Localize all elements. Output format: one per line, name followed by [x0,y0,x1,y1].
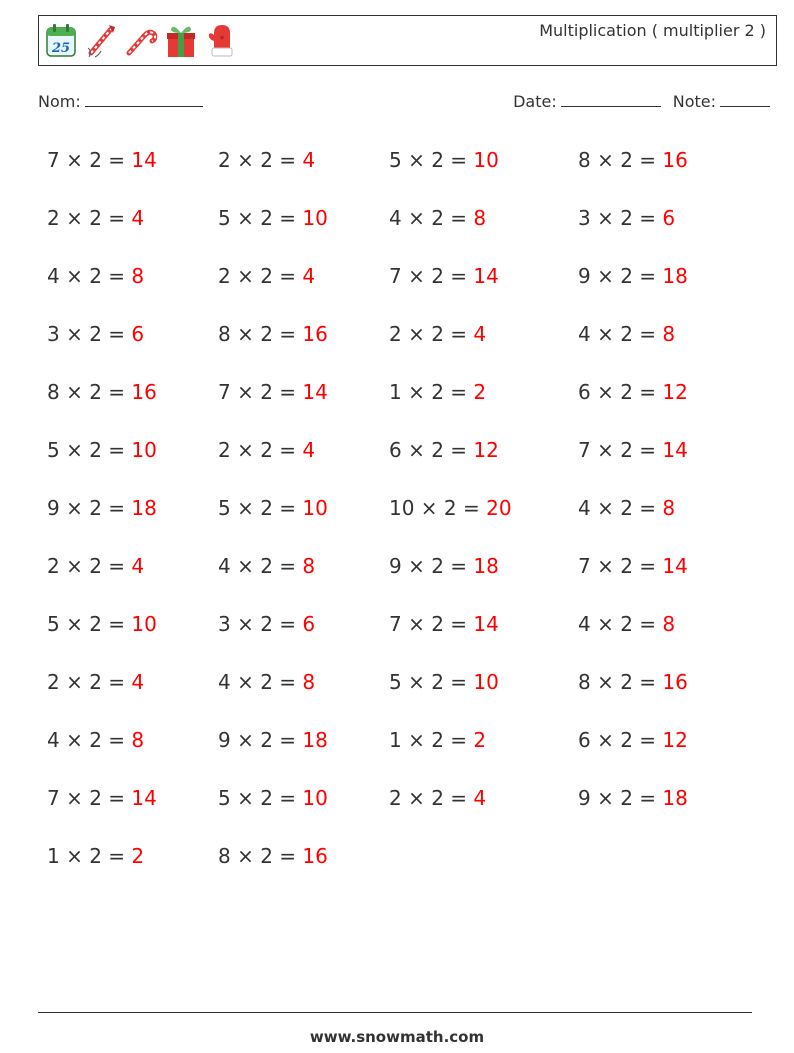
calendar-day: 25 [51,41,71,56]
problem-answer: 12 [662,728,688,752]
problem-item [218,670,315,694]
problem-item [218,206,328,230]
problem-answer: 6 [302,612,316,636]
problem-question: 7 × 2 = [218,380,303,404]
problem-answer: 10 [473,670,499,694]
footer-divider [38,1012,752,1013]
problem-item [47,728,144,752]
problem-answer: 16 [302,322,328,346]
problem-question: 1 × 2 = [389,380,474,404]
problem-item [47,786,157,810]
problem-question: 6 × 2 = [578,728,663,752]
problem-item [389,438,499,462]
problem-answer: 8 [662,612,676,636]
problem-question: 2 × 2 = [218,438,303,462]
worksheet-title: Multiplication ( multiplier 2 ) [539,21,766,40]
problem-question: 8 × 2 = [218,844,303,868]
problem-question: 4 × 2 = [47,264,132,288]
problem-answer: 10 [131,438,157,462]
problem-answer: 16 [662,670,688,694]
problem-answer: 6 [131,322,145,346]
problem-answer: 10 [473,148,499,172]
problem-answer: 14 [131,786,157,810]
problem-question: 1 × 2 = [389,728,474,752]
problem-item [47,322,144,346]
problem-item [578,148,688,172]
problem-answer: 8 [662,322,676,346]
problem-item [47,612,157,636]
problem-answer: 8 [131,264,145,288]
problem-question: 7 × 2 = [578,438,663,462]
problem-item [47,844,144,868]
problem-question: 3 × 2 = [47,322,132,346]
problem-item [578,206,675,230]
problem-item [218,844,328,868]
problem-question: 5 × 2 = [47,612,132,636]
problem-question: 3 × 2 = [578,206,663,230]
problem-question: 2 × 2 = [47,554,132,578]
problem-question: 4 × 2 = [218,670,303,694]
problem-item [218,264,315,288]
problem-answer: 16 [302,844,328,868]
problem-item [218,438,315,462]
problem-question: 5 × 2 = [218,496,303,520]
name-label: Nom: [38,92,81,111]
problem-answer: 14 [131,148,157,172]
problem-question: 2 × 2 = [218,148,303,172]
problem-question: 6 × 2 = [389,438,474,462]
problem-answer: 18 [131,496,157,520]
problem-answer: 4 [131,206,145,230]
problem-answer: 10 [302,496,328,520]
problem-answer: 4 [473,786,487,810]
problem-answer: 8 [131,728,145,752]
footer-url[interactable]: www.snowmath.com [309,1028,485,1046]
problem-question: 7 × 2 = [47,148,132,172]
problem-item [47,380,157,404]
problem-answer: 14 [302,380,328,404]
problem-answer: 10 [302,786,328,810]
problem-question: 10 × 2 = [389,496,487,520]
problem-item [47,670,144,694]
note-label: Note: [672,92,716,111]
problem-answer: 4 [302,438,316,462]
problem-answer: 18 [662,786,688,810]
problem-question: 5 × 2 = [218,206,303,230]
problem-item [218,554,315,578]
problem-question: 1 × 2 = [47,844,132,868]
problem-item [47,438,157,462]
problem-question: 9 × 2 = [47,496,132,520]
problem-answer: 14 [473,264,499,288]
problem-question: 4 × 2 = [578,612,663,636]
problem-question: 4 × 2 = [47,728,132,752]
problem-question: 8 × 2 = [578,670,663,694]
problem-item [578,438,688,462]
date-label: Date: [513,92,557,111]
problem-item [389,264,499,288]
problem-question: 4 × 2 = [218,554,303,578]
problem-question: 7 × 2 = [47,786,132,810]
problem-question: 4 × 2 = [578,322,663,346]
problem-question: 2 × 2 = [389,322,474,346]
problem-answer: 2 [473,728,487,752]
problem-item [389,554,499,578]
problem-answer: 16 [662,148,688,172]
problem-answer: 14 [662,554,688,578]
problem-item [389,322,486,346]
problem-answer: 4 [131,554,145,578]
problem-answer: 4 [302,264,316,288]
problem-question: 5 × 2 = [389,148,474,172]
problem-question: 5 × 2 = [47,438,132,462]
problem-answer: 18 [302,728,328,752]
problem-answer: 12 [473,438,499,462]
problem-question: 7 × 2 = [578,554,663,578]
problem-question: 5 × 2 = [218,786,303,810]
problem-question: 2 × 2 = [218,264,303,288]
problem-answer: 8 [473,206,487,230]
problem-item [218,322,328,346]
problem-answer: 18 [473,554,499,578]
problem-answer: 8 [662,496,676,520]
problem-item [389,206,486,230]
problem-item [389,728,486,752]
problem-answer: 16 [131,380,157,404]
problem-question: 4 × 2 = [389,206,474,230]
problem-question: 2 × 2 = [389,786,474,810]
problem-item [389,380,486,404]
problem-answer: 4 [131,670,145,694]
problem-item [47,148,157,172]
problem-question: 9 × 2 = [578,264,663,288]
problem-item [218,380,328,404]
problem-item [578,612,675,636]
problem-item [578,380,688,404]
problem-item [218,148,315,172]
problem-question: 9 × 2 = [578,786,663,810]
problem-answer: 6 [662,206,676,230]
problem-item [578,554,688,578]
problem-item [389,670,499,694]
problem-item [389,786,486,810]
problem-answer: 14 [662,438,688,462]
problem-question: 3 × 2 = [218,612,303,636]
problem-item [218,728,328,752]
problem-question: 2 × 2 = [47,206,132,230]
problem-question: 4 × 2 = [578,496,663,520]
problem-item [578,264,688,288]
problem-question: 8 × 2 = [47,380,132,404]
problem-item [218,496,328,520]
problem-question: 9 × 2 = [389,554,474,578]
problem-answer: 2 [131,844,145,868]
problem-answer: 10 [302,206,328,230]
problem-item [389,496,512,520]
problem-answer: 20 [486,496,512,520]
problem-question: 5 × 2 = [389,670,474,694]
problem-item [47,264,144,288]
problem-question: 7 × 2 = [389,612,474,636]
problem-question: 9 × 2 = [218,728,303,752]
problem-item [578,322,675,346]
problem-answer: 10 [131,612,157,636]
problem-answer: 12 [662,380,688,404]
problem-item [578,786,688,810]
problem-item [578,670,688,694]
problem-answer: 4 [302,148,316,172]
problem-item [47,496,157,520]
problem-answer: 14 [473,612,499,636]
problem-item [578,728,688,752]
problem-item [218,786,328,810]
problem-question: 2 × 2 = [47,670,132,694]
problem-question: 8 × 2 = [578,148,663,172]
problem-item [389,612,499,636]
problem-answer: 18 [662,264,688,288]
problem-question: 6 × 2 = [578,380,663,404]
problem-answer: 8 [302,670,316,694]
problem-item [389,148,499,172]
svg-text:*: * [219,35,225,45]
problem-answer: 8 [302,554,316,578]
problem-question: 7 × 2 = [389,264,474,288]
problem-item [47,554,144,578]
problem-item [47,206,144,230]
problem-answer: 4 [473,322,487,346]
problem-answer: 2 [473,380,487,404]
problem-item [218,612,315,636]
problem-question: 8 × 2 = [218,322,303,346]
problem-item [578,496,675,520]
